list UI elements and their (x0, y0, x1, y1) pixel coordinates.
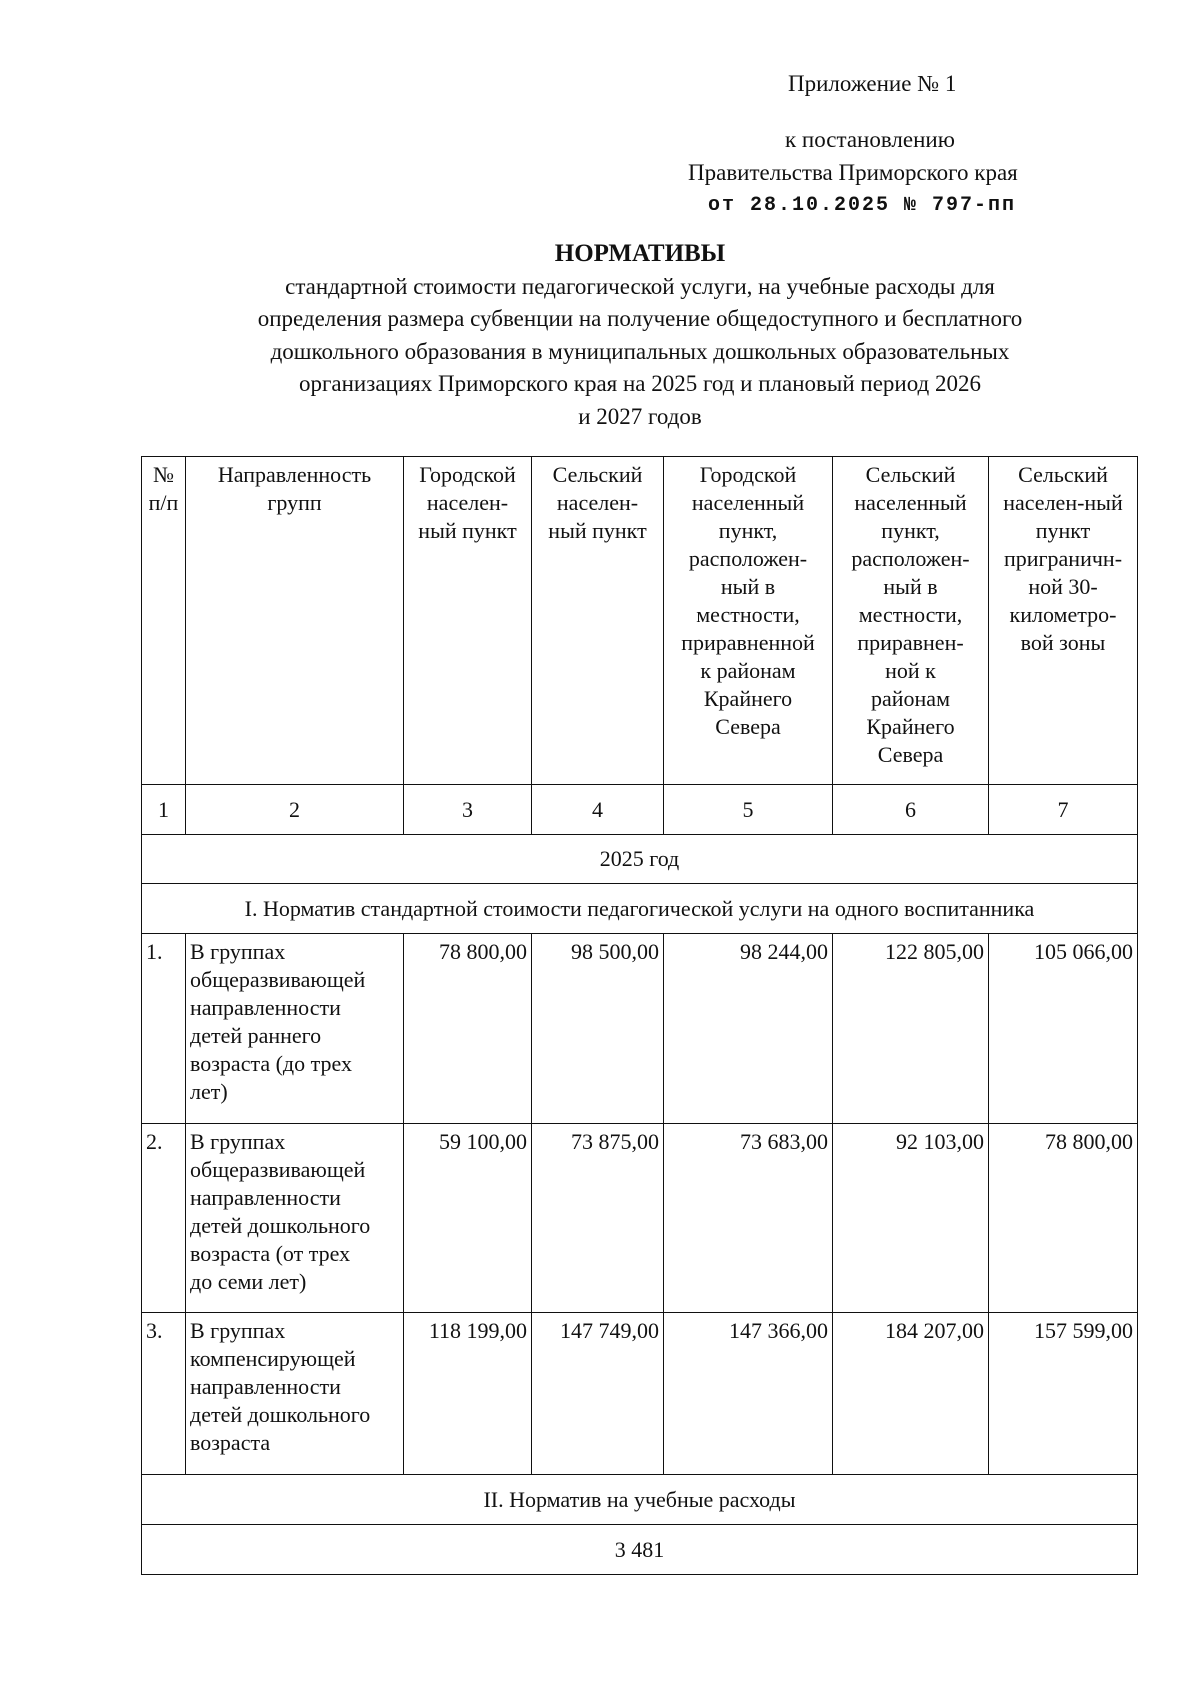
column-header-line: расположен- (851, 546, 970, 571)
group-type-line: лет) (190, 1079, 228, 1104)
norm-value: 73 875,00 (532, 1124, 664, 1313)
section2-value-row (142, 1525, 1138, 1575)
group-type-line: В группах (190, 939, 286, 964)
column-number: 6 (833, 785, 989, 835)
column-header-line: Сельский (552, 462, 643, 487)
column-header-line: Направленность (217, 462, 372, 487)
group-type-line: детей дошкольного (190, 1402, 371, 1427)
column-header-line: километро- (1009, 602, 1117, 627)
norm-value: 147 749,00 (532, 1313, 664, 1475)
year-row (142, 835, 1138, 884)
norms-table (141, 456, 1138, 1575)
column-header-line: Городской (419, 462, 516, 487)
column-header-line: расположен- (688, 546, 808, 571)
group-type-line: общеразвивающей (190, 1157, 366, 1182)
column-header-line: населен- (556, 490, 639, 515)
norm-value: 157 599,00 (989, 1313, 1138, 1475)
column-numbers-row (142, 785, 1138, 835)
group-type-line: возраста (190, 1430, 271, 1455)
title-line: определения размера субвенции на получение общедоступного и бесплатного (257, 306, 1023, 331)
section1-title: I. Норматив стандартной стоимости педагогической услуги на одного воспитанника (142, 884, 1138, 934)
norm-value: 118 199,00 (404, 1313, 532, 1475)
column-header (989, 457, 1138, 785)
section2-title: II. Норматив на учебные расходы (142, 1475, 1138, 1525)
column-header-line: Городской (699, 462, 797, 487)
column-header (833, 457, 989, 785)
column-header-line: ный пункт (548, 518, 647, 543)
norm-value: 92 103,00 (833, 1124, 989, 1313)
group-type-line: детей дошкольного (190, 1213, 371, 1238)
column-header-line: местности, (696, 602, 800, 627)
column-header-line: вой зоны (1020, 630, 1106, 655)
column-header-line: п/п (148, 490, 179, 515)
group-type (186, 1313, 404, 1475)
group-type-line: направленности (190, 1374, 341, 1399)
title-line: стандартной стоимости педагогической услуги, на учебные расходы для (285, 273, 995, 299)
column-header-line: пункт, (881, 518, 940, 543)
column-header-line: ный в (720, 574, 776, 599)
table-row (142, 934, 1138, 1124)
table-row (142, 1313, 1138, 1475)
group-type-line: В группах (190, 1129, 286, 1154)
group-type-line: направленности (190, 1185, 341, 1210)
norm-value: 98 244,00 (664, 934, 833, 1124)
column-header-line: Севера (877, 742, 944, 767)
column-number: 1 (142, 785, 186, 835)
group-type-line: В группах (190, 1318, 286, 1343)
column-number: 3 (404, 785, 532, 835)
norm-value: 78 800,00 (989, 1124, 1138, 1313)
column-header-line: Сельский (865, 462, 956, 487)
column-header-line: приравнен- (857, 630, 964, 655)
column-header-line: ной 30- (1028, 574, 1098, 599)
section2-value: 3 481 (142, 1525, 1138, 1575)
column-number: 4 (532, 785, 664, 835)
group-type (186, 934, 404, 1124)
norm-value: 147 366,00 (664, 1313, 833, 1475)
column-header-line: населен- (426, 490, 509, 515)
column-header (664, 457, 833, 785)
column-header-line: Сельский (1018, 462, 1108, 487)
column-header-line: районам (871, 686, 950, 711)
column-header-line: Крайнего (866, 714, 955, 739)
column-header-line: к районам (700, 658, 796, 683)
column-header-line: № (153, 462, 174, 487)
group-type-line: общеразвивающей (190, 967, 366, 992)
decree-stamp: от 28.10.2025 № 797-пп (708, 194, 1017, 217)
column-header-line: населенный (691, 490, 805, 515)
group-type-line: до семи лет) (190, 1269, 307, 1294)
column-header-line: пункт (1035, 518, 1091, 543)
column-header-line: ный пункт (418, 518, 517, 543)
government-label: Правительства Приморского края (688, 160, 1018, 185)
norm-value: 59 100,00 (404, 1124, 532, 1313)
row-number: 1. (142, 934, 186, 1124)
column-number: 5 (664, 785, 833, 835)
group-type-line: детей раннего (190, 1023, 322, 1048)
column-header (186, 457, 404, 785)
to-decree-label: к постановлению (785, 127, 955, 152)
column-number: 7 (989, 785, 1138, 835)
column-header-line: населен-ный (1003, 490, 1123, 515)
group-type (186, 1124, 404, 1313)
row-number: 2. (142, 1124, 186, 1313)
appendix-label: Приложение № 1 (788, 71, 957, 96)
column-header-line: ной к (885, 658, 936, 683)
section-row (142, 884, 1138, 934)
column-header (532, 457, 664, 785)
group-type-line: возраста (до трех (190, 1051, 352, 1076)
norm-value: 105 066,00 (989, 934, 1138, 1124)
column-header-line: населенный (854, 490, 967, 515)
norm-value: 122 805,00 (833, 934, 989, 1124)
section-row (142, 1475, 1138, 1525)
year-label: 2025 год (142, 835, 1138, 884)
title-line: организациях Приморского края на 2025 год и плановый период 2026 (298, 371, 982, 396)
column-header-line: приграничн- (1003, 546, 1123, 571)
norm-value: 98 500,00 (532, 934, 664, 1124)
group-type-line: компенсирующей (190, 1346, 356, 1371)
column-header-line: Севера (715, 714, 781, 739)
table-header-row (142, 457, 1138, 785)
column-header (404, 457, 532, 785)
title-main: НОРМАТИВЫ (554, 240, 726, 267)
column-header-line: групп (267, 490, 322, 515)
row-number: 3. (142, 1313, 186, 1475)
table-row (142, 1124, 1138, 1313)
column-header-line: приравненной (681, 630, 815, 655)
norm-value: 73 683,00 (664, 1124, 833, 1313)
column-header-line: ный в (883, 574, 938, 599)
column-header (142, 457, 186, 785)
column-header-line: Крайнего (703, 686, 793, 711)
norm-value: 184 207,00 (833, 1313, 989, 1475)
document-title (140, 238, 1140, 433)
column-number: 2 (186, 785, 404, 835)
norm-value: 78 800,00 (404, 934, 532, 1124)
title-line: и 2027 годов (578, 403, 702, 429)
title-line: дошкольного образования в муниципальных дошкольных образовательных (270, 338, 1010, 364)
group-type-line: направленности (190, 995, 341, 1020)
column-header-line: местности, (858, 602, 963, 627)
group-type-line: возраста (от трех (190, 1241, 351, 1266)
column-header-line: пункт, (718, 518, 778, 543)
